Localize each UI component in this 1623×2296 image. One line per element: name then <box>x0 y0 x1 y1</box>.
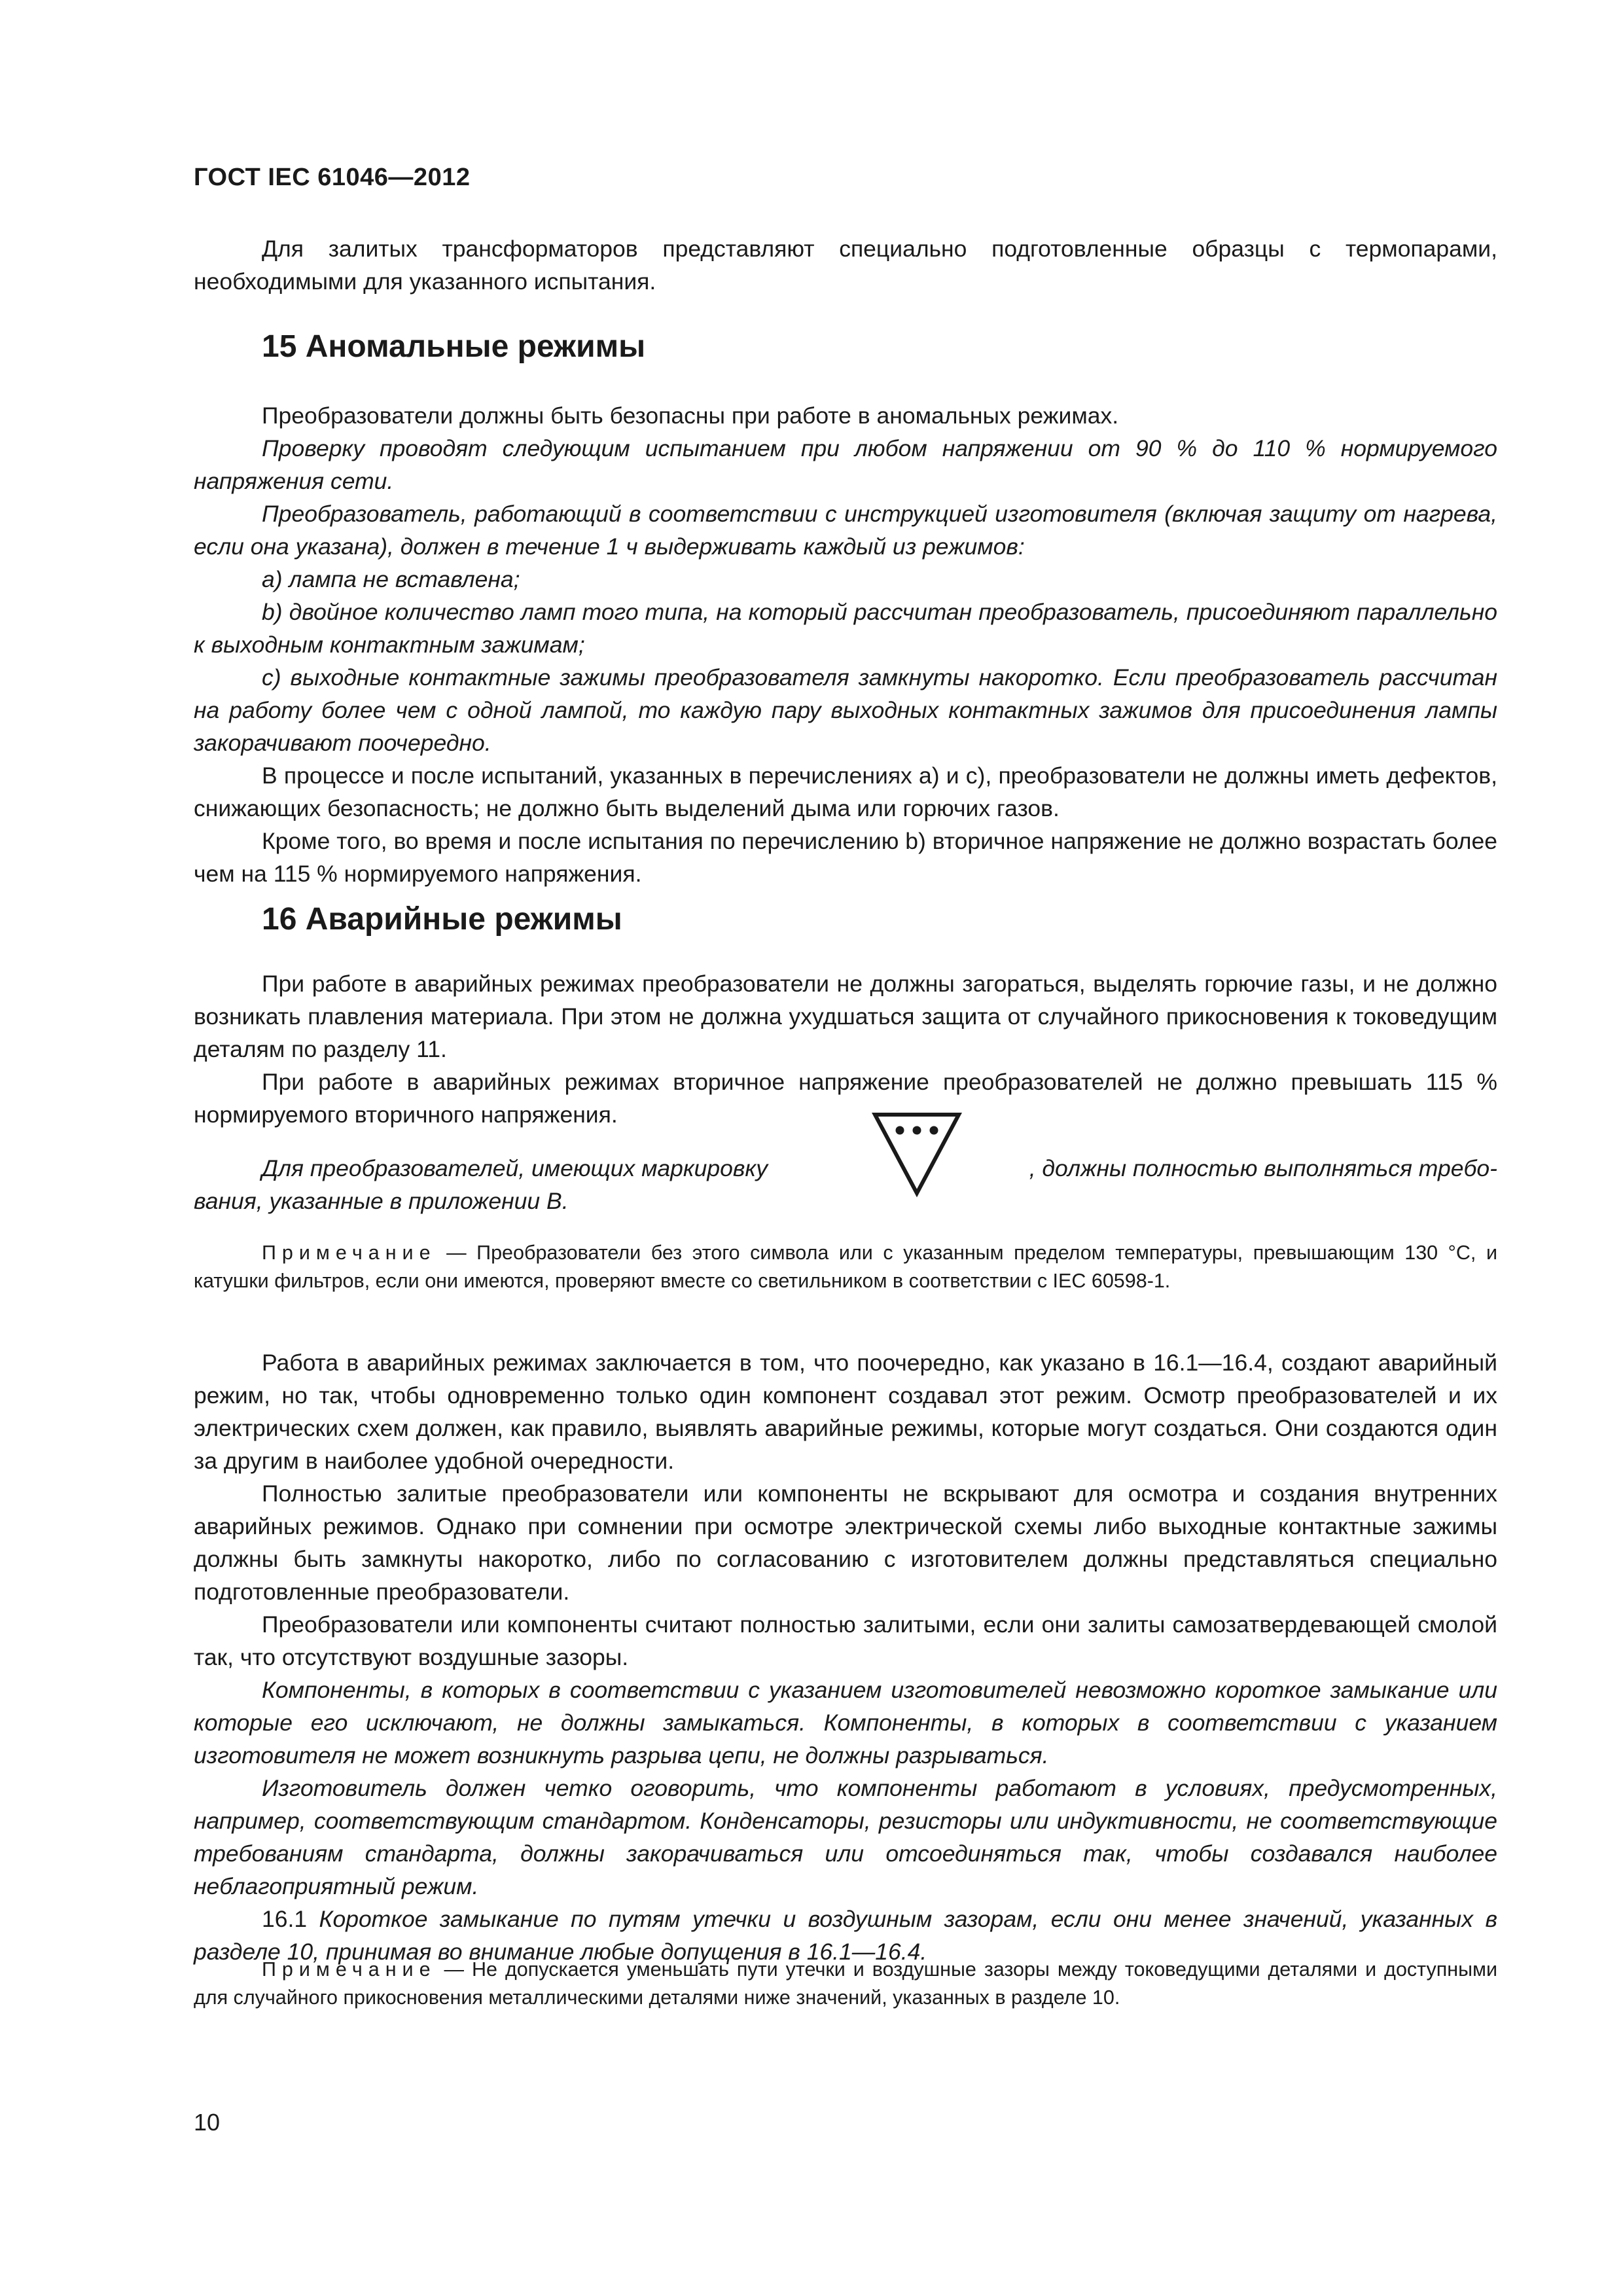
page-number: 10 <box>194 2109 221 2136</box>
section-16-intro <box>194 967 1497 1131</box>
s16-paragraph-4: Полностью залитые преобразователи или компоненты не вскрывают для осмотра и создания внутренних аварийных режимов. Однако при сомнении при осмотре электрической схемы либо выходные контактные зажимы должны быть замкнуты накоротко, либо по согласованию с изготовителем должны представляться специально подготовленные преобразователи. <box>194 1480 1497 1605</box>
s16-paragraph-1: При работе в аварийных режимах преобразователи не должны загораться, выделять горючие газы, и не должно возникать плавления материала. При этом не должна ухудшаться защита от случайного прикосновения к токоведущим деталям по разделу 11. <box>194 971 1497 1062</box>
section-15-body <box>194 399 1497 890</box>
s15-item-c: c) выходные контактные зажимы преобразователя замкнуты накоротко. Если преобразователь рассчитан на работу более чем с одной лампой, то каждую пару выходных контактных зажимов для присоединения лампы закорачивают поочередно. <box>194 664 1497 756</box>
section-15-title: 15 Аномальные режимы <box>262 329 646 364</box>
clause-text: Короткое замыкание по путям утечки и воздушным зазорам, если они менее значений, указанных в разделе 10, принимая во внимание любые допущения в 16.1—16.4. <box>194 1906 1497 1965</box>
standard-header: ГОСТ IEC 61046—2012 <box>194 164 471 191</box>
note-1-label: Примечание <box>262 1242 437 1264</box>
note-1-text: — Преобразователи без этого символа или с указанным пределом температуры, превышающим 130 °С, и катушки фильтров, если они имеются, проверяют вместе со светильником в соответствии с IEC 60598-1. <box>194 1242 1497 1292</box>
marking-line <box>194 1152 1497 1185</box>
section-16-heading-block <box>194 900 1497 939</box>
note-1-block <box>194 1239 1497 1295</box>
s15-paragraph-3: Преобразователь, работающий в соответствии с инструкцией изготовителя (включая защиту от нагрева, если она указана), должен в течение 1 ч выдерживать каждый из режимов: <box>194 501 1497 560</box>
note-2-label: Примечание <box>262 1958 437 1981</box>
clause-number: 16.1 <box>262 1906 308 1932</box>
s16-paragraph-3: Работа в аварийных режимах заключается в том, что поочередно, как указано в 16.1—16.4, создают аварийный режим, но так, чтобы одновременно только один компонент создавал этот режим. Осмотр преобразователей и их электрических схем должен, как правило, выявлять аварийные режимы, которые могут создаться. Они создаются один за другим в наиболее удобной очередности. <box>194 1350 1497 1474</box>
s16-paragraph-2: При работе в аварийных режимах вторичное напряжение преобразователей не должно превышать 115 % нормируемого вторичного напряжения. <box>194 1069 1497 1128</box>
intro-paragraph: Для залитых трансформаторов представляют специально подготовленные образцы с термопарами, необходимыми для указанного испытания. <box>194 236 1497 295</box>
s15-paragraph-1: Преобразователи должны быть безопасны при работе в аномальных режимах. <box>262 403 1119 429</box>
s16-paragraph-6: Компоненты, в которых в соответствии с указанием изготовителей невозможно короткое замыкание или которые его исключают, не должны замыкаться. Компоненты, в которых в соответствии с указанием изготовителя не может возникнуть разрыва цепи, не должны разрываться. <box>194 1677 1497 1768</box>
note-1 <box>194 1239 1497 1295</box>
s15-item-b: b) двойное количество ламп того типа, на который рассчитан преобразователь, присоединяют параллельно к выходным контактным зажимам; <box>194 599 1497 658</box>
note-2 <box>194 1956 1497 2012</box>
note-2-text: — Не допускается уменьшать пути утечки и воздушные зазоры между токоведущими деталями и доступными для случайного прикосновения металлическими деталями ниже значений, указанных в разделе 10. <box>194 1958 1498 2009</box>
section-15-heading-block <box>194 327 1497 367</box>
s15-paragraph-2: Проверку проводят следующим испытанием при любом напряжении от 90 % до 110 % нормируемого напряжения сети. <box>194 435 1497 494</box>
marking-text-right: , должны полностью выполняться требо- <box>1029 1155 1497 1181</box>
marking-text-left: Для преобразователей, имеющих маркировку <box>262 1155 768 1181</box>
s15-item-a: a) лампа не вставлена; <box>262 566 520 592</box>
marking-block <box>194 1152 1497 1217</box>
section-16-title: 16 Аварийные режимы <box>262 902 622 937</box>
marking-text-continuation: вания, указанные в приложении В. <box>194 1188 569 1214</box>
note-2-block <box>194 1956 1497 2012</box>
s15-paragraph-5: Кроме того, во время и после испытания по перечислению b) вторичное напряжение не должно возрастать более чем на 115 % нормируемого напряжения. <box>194 828 1497 887</box>
section-16-body <box>194 1346 1497 1968</box>
s16-paragraph-7: Изготовитель должен четко оговорить, что компоненты работают в условиях, предусмотренных, например, соответствующим стандартом. Конденсаторы, резисторы или индуктивности, не соответствующие требованиям стандарта, должны закорачиваться или отсоединяться так, чтобы создавался наиболее неблагоприятный режим. <box>194 1775 1497 1899</box>
intro-block <box>194 232 1497 298</box>
s15-paragraph-4: В процессе и после испытаний, указанных в перечислениях a) и c), преобразователи не должны иметь дефектов, снижающих безопасность; не должно быть выделений дыма или горючих газов. <box>194 762 1497 821</box>
s16-paragraph-5: Преобразователи или компоненты считают полностью залитыми, если они залиты самозатвердевающей смолой так, что отсутствуют воздушные зазоры. <box>194 1611 1497 1670</box>
